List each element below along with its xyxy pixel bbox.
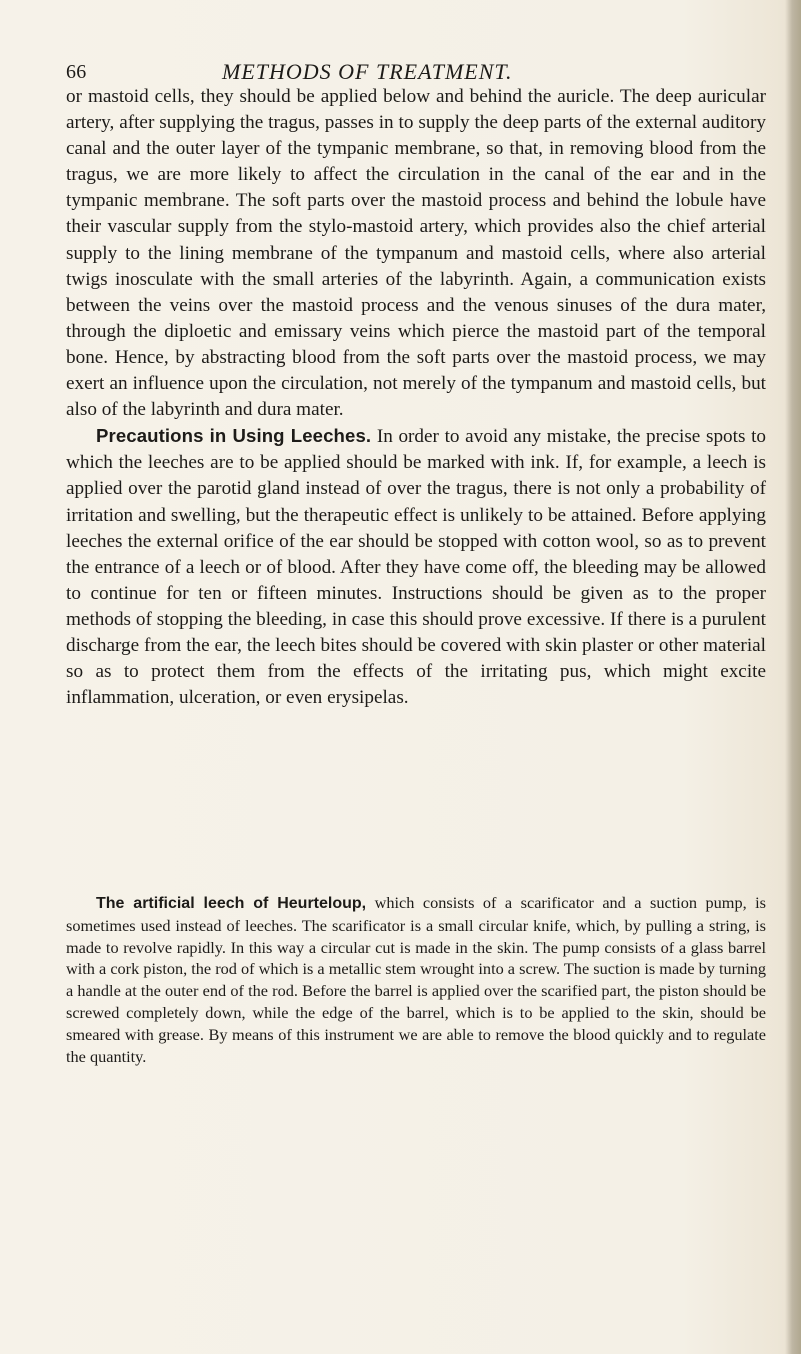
page-edge-shadow — [785, 0, 801, 1354]
paragraph-2-heading: Precautions in Using Leeches. — [96, 425, 372, 447]
paragraph-2-text: In order to avoid any mistake, the precise spots to which the leeches are to be applied should be marked with ink. If, for example, a leech is applied over the parotid gland instead of over the tragus, there is not only a probability of irritation and swelling, but the therapeutic effect is unlikely to be attained. Before applying leeches the external orifice of the ear should be stopped with cotton wool, so as to prevent the entrance of a leech or of blood. After they have come off, the bleeding may be allowed to continue for ten or fifteen minutes. Instructions should be given as to the proper methods of stopping the bleeding, in case this should prove excessive. If there is a purulent discharge from the ear, the leech bites should be covered with skin plaster or other material so as to protect them from the effects of the irritating pus, which might excite inflammation, ulceration, or even erysipelas. — [66, 426, 767, 709]
running-title: METHODS OF TREATMENT. — [222, 59, 513, 84]
paragraph-3-text: which consists of a scarificator and a suction pump, is sometimes used instead of leeches. The scarificator is a small circular knife, which, by pulling a string, is made to revolve rapidly. In this way a circular cut is made in the skin. The pump consists of a glass barrel with a cork piston, the rod of which is a metallic stem wrought into a screw. The suction is made by turning a handle at the outer end of the rod. Before the barrel is applied over the scarified part, the piston should be screwed completely down, while the edge of the barrel, which is to be applied to the skin, should be smeared with grease. By means of this instrument we are able to remove the blood quickly and to regulate the quantity. — [66, 893, 766, 1066]
paragraph-3 — [66, 892, 766, 1067]
paragraph-2 — [66, 423, 766, 711]
paragraph-1: or mastoid cells, they should be applied below and behind the auricle. The deep auricular artery, after supplying the tragus, passes in to supply the deep parts of the external auditory canal and the outer layer of the tympanic membrane, so that, in removing blood from the tragus, we are more likely to affect the circulation in the canal of the ear and in the tympanic membrane. The soft parts over the mastoid process and behind the lobule have their vascular supply from the stylo-mastoid artery, which provides also the chief arterial supply to the lining membrane of the tympanum and mastoid cells, where also arterial twigs inosculate with the small arteries of the labyrinth. Again, a communication exists between the veins over the mastoid process and the venous sinuses of the dura mater, through the diploetic and emissary veins which pierce the mastoid part of the temporal bone. Hence, by abstracting blood from the soft parts over the mastoid process, we may exert an influence upon the circulation, not merely of the tympanum and mastoid cells, but also of the labyrinth and dura mater. — [66, 86, 766, 421]
page-number: 66 — [66, 61, 87, 83]
paragraph-3-heading: The artificial leech of Heurteloup, — [96, 895, 367, 912]
small-print-section — [66, 892, 766, 1067]
main-text — [66, 84, 766, 711]
